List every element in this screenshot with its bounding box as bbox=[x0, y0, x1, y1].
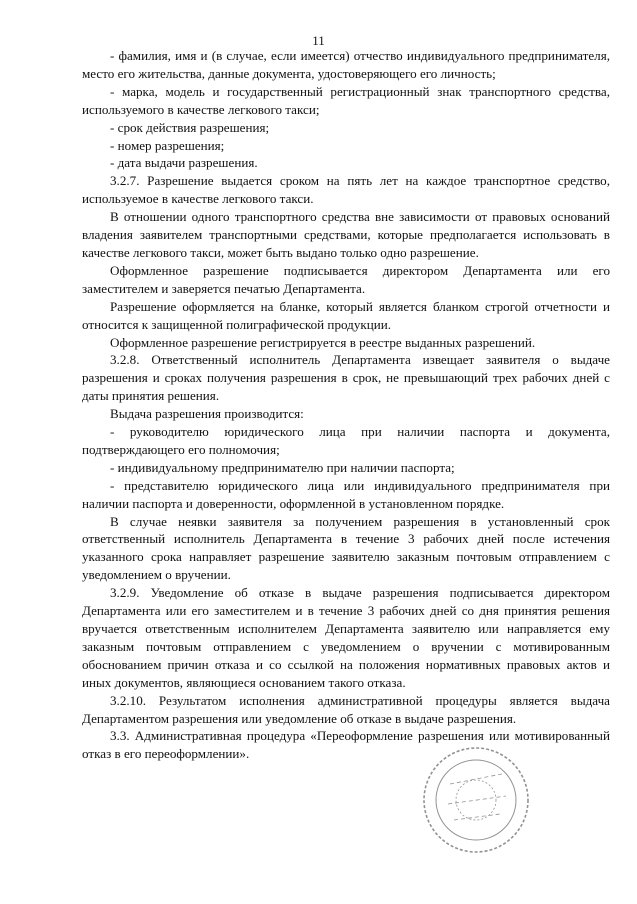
paragraph: - представителю юридического лица или индивидуального предпринимателя при наличии паспорта и доверенности, оформленной в установленном порядке. bbox=[82, 477, 610, 511]
paragraph: Оформленное разрешение регистрируется в реестре выданных разрешений. bbox=[110, 334, 536, 350]
paragraph: - фамилия, имя и (в случае, если имеется) отчество индивидуального предпринимателя, место его жительства, данные документа, удостоверяющего его личность; bbox=[82, 48, 610, 81]
paragraph: 3.2.8. Ответственный исполнитель Департамента извещает заявителя о выдаче разрешения и сроках получения разрешения в срок, не превышающий трех рабочих дней с даты принятия решения. bbox=[82, 352, 610, 404]
paragraph: В отношении одного транспортного средства вне зависимости от правовых оснований владения заявителем транспортными средствами, которые предполагается использовать в качестве легкового такси, может быть выдано только одно разрешение. bbox=[82, 209, 610, 260]
paragraph: - марка, модель и государственный регистрационный знак транспортного средства, используемого в качестве легкового такси; bbox=[82, 83, 610, 117]
paragraph: 3.2.10. Результатом исполнения административной процедуры является выдача Департаментом разрешения или уведомление об отказе в выдаче разрешения. bbox=[82, 692, 610, 726]
paragraph: - номер разрешения; bbox=[110, 137, 225, 153]
paragraph: В случае неявки заявителя за получением разрешения в установленный срок ответственный исполнитель Департамента в течение 3 рабочих дней после истечения указанного срока направляет разрешение заявителю заказным почтовым отправлением с уведомлением о вручении. bbox=[82, 513, 610, 583]
paragraph: Оформленное разрешение подписывается директором Департамента или его заместителем и заверяется печатью Департамента. bbox=[82, 262, 610, 296]
paragraph: 3.3. Административная процедура «Переоформление разрешения или мотивированный отказ в его переоформлении». bbox=[82, 728, 610, 762]
paragraph: 3.2.9. Уведомление об отказе в выдаче разрешения подписывается директором Департамента или его заместителем и в течение 3 рабочих дней со дня принятия решения вручается ответственным исполнителем Департамента заявителю или направляется ему заказным почтовым отправлением с уведомлением о вручении с мотивированным обоснованием причин отказа и со ссылкой на положения нормативных правовых актов и иных документов, являющиеся основанием такого отказа. bbox=[82, 585, 610, 690]
paragraph: - срок действия разрешения; bbox=[110, 119, 270, 135]
paragraph: - дата выдачи разрешения. bbox=[110, 155, 258, 171]
official-seal bbox=[420, 744, 532, 856]
paragraph: Выдача разрешения производится: bbox=[110, 406, 304, 422]
document-body bbox=[82, 47, 610, 763]
paragraph: 3.2.7. Разрешение выдается сроком на пять лет на каждое транспортное средство, используемое в качестве легкового такси. bbox=[82, 173, 610, 207]
paragraph: - индивидуальному предпринимателю при наличии паспорта; bbox=[110, 459, 455, 475]
page-number: 11 bbox=[312, 33, 325, 48]
paragraph: Разрешение оформляется на бланке, который является бланком строгой отчетности и относится к защищенной полиграфической продукции. bbox=[82, 298, 610, 332]
paragraph: - руководителю юридического лица при наличии паспорта и документа, подтверждающего его полномочия; bbox=[82, 424, 610, 457]
